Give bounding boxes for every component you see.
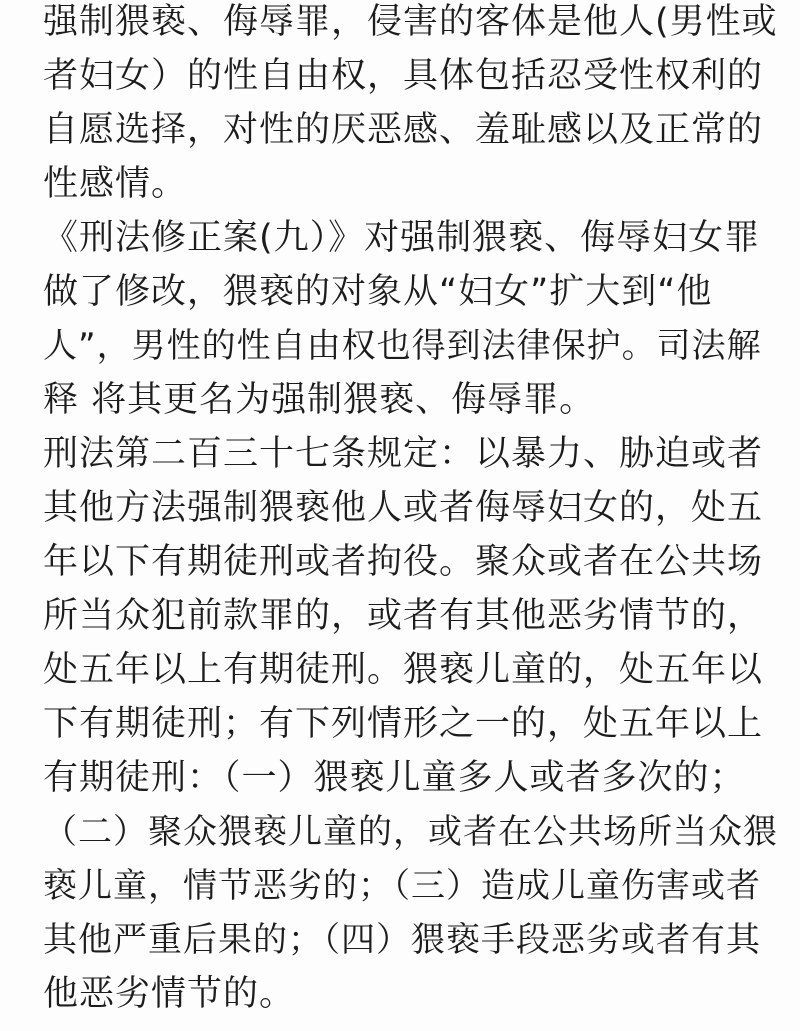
text-line: （二）聚众猥亵儿童的，或者在公共场所当众猥 xyxy=(43,812,778,852)
text-line: 者妇女）的性自由权，具体包括忍受性权利的 xyxy=(43,56,764,96)
text-line: 处五年以上有期徒刑。猥亵儿童的，处五年以 xyxy=(43,650,764,690)
text-line: 刑法第二百三十七条规定：以暴力、胁迫或者 xyxy=(43,434,764,474)
text-line: 下有期徒刑；有下列情形之一的，处五年以上 xyxy=(43,704,764,744)
text-line: 《刑法修正案(九）》对强制猥亵、侮辱妇女罪 xyxy=(43,218,761,258)
text-line: 人”，男性的性自由权也得到法律保护。司法解 xyxy=(43,326,762,366)
text-line: 性感情。 xyxy=(43,164,188,204)
text-line: 所当众犯前款罪的，或者有其他恶劣情节的， xyxy=(43,596,764,636)
text-line: 做了修改，猥亵的对象从“妇女”扩大到“他 xyxy=(43,272,713,312)
text-line: 他恶劣情节的。 xyxy=(43,974,296,1014)
text-line: 其他方法强制猥亵他人或者侮辱妇女的，处五 xyxy=(43,488,764,528)
text-line: 年以下有期徒刑或者拘役。聚众或者在公共场 xyxy=(43,542,764,582)
text-line: 其他严重后果的；（四）猥亵手段恶劣或者有其 xyxy=(43,920,761,960)
text-line: 有期徒刑：（一）猥亵儿童多人或者多次的； xyxy=(43,758,746,798)
text-line: 强制猥亵、侮辱罪，侵害的客体是他人(男性或 xyxy=(43,2,778,42)
text-line: 亵儿童，情节恶劣的；（三）造成儿童伤害或者 xyxy=(43,866,761,906)
text-line: 自愿选择，对性的厌恶感、羞耻感以及正常的 xyxy=(43,110,764,150)
text-line: 释 将其更名为强制猥亵、侮辱罪。 xyxy=(43,380,596,420)
